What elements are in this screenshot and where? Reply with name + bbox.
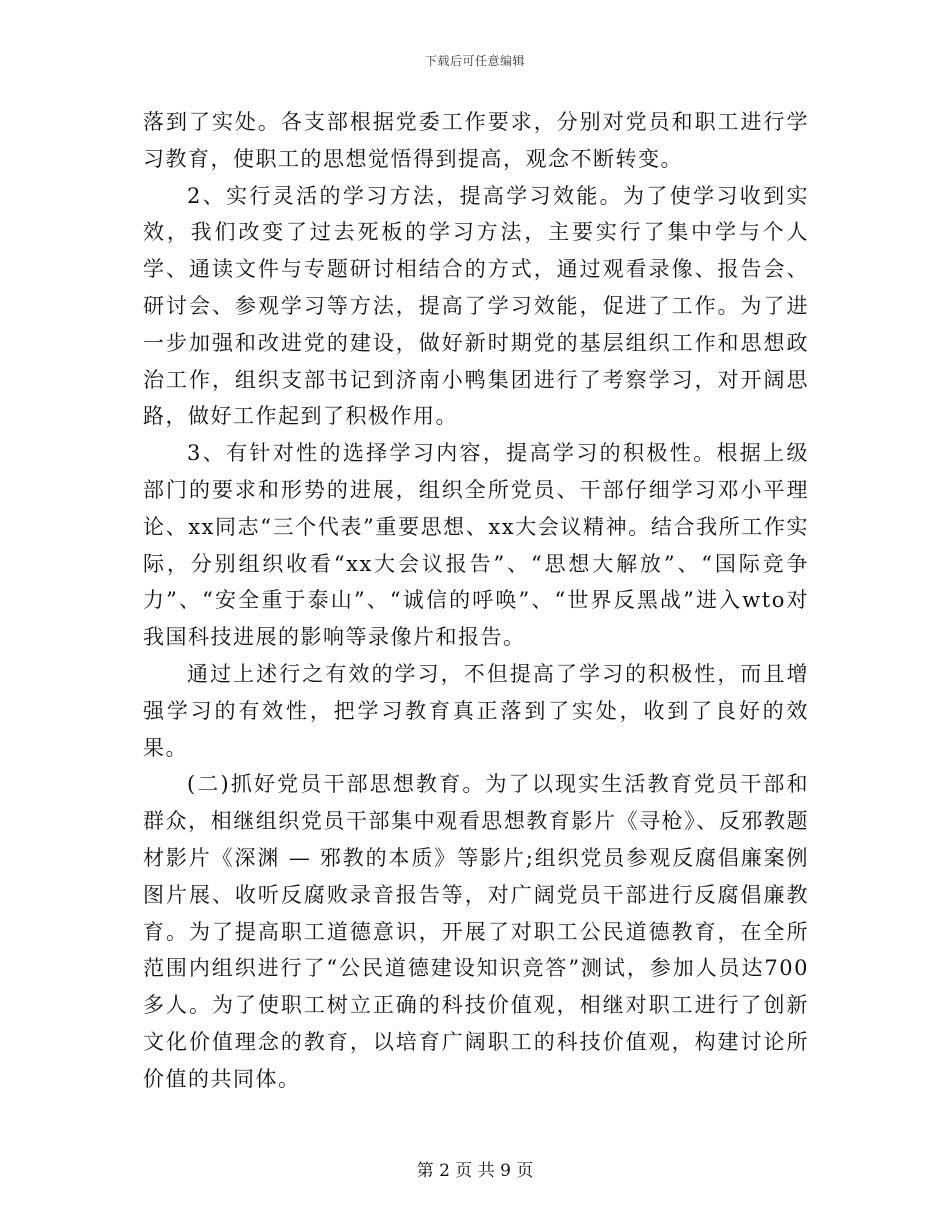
document-body [143, 104, 809, 1098]
paragraph-study-methods: 2、实行灵活的学习方法，提高学习效能。为了使学习收到实效，我们改变了过去死板的学习方法，主要实行了集中学与个人学、通读文件与专题研讨相结合的方式，通过观看录像、报告会、研讨会、参观学习等方法，提高了学习效能，促进了工作。为了进一步加强和改进党的建设，做好新时期党的基层组织工作和思想政治工作，组织支部书记到济南小鸭集团进行了考察学习，对开阔思路，做好工作起到了积极作用。 [143, 183, 809, 429]
page-number: 第 2 页 共 9 页 [416, 1161, 534, 1181]
page-footer [0, 1156, 950, 1181]
paragraph-ideological-education: (二)抓好党员干部思想教育。为了以现实生活教育党员干部和群众，相继组织党员干部集中观看思想教育影片《寻枪》、反邪教题材影片《深渊 — 邪教的本质》等影片;组织党员参观反腐倡廉案例图片展、收听反腐败录音报告等，对广阔党员干部进行反腐倡廉教育。为了提高职工道德意识，开展了对职工公民道德教育，在全所范围内组织进行了“公民道德建设知识竞答”测试，参加人员达700多人。为了使职工树立正确的科技价值观，相继对职工进行了创新文化价值理念的教育，以培育广阔职工的科技价值观，构建讨论所价值的共同体。 [143, 772, 809, 1091]
paragraph-study-content: 3、有针对性的选择学习内容，提高学习的积极性。根据上级部门的要求和形势的进展，组织全所党员、干部仔细学习邓小平理论、xx同志“三个代表”重要思想、xx大会议精神。结合我所工作实际，分别组织收看“xx大会议报告”、“思想大解放”、“国际竞争力”、“安全重于泰山”、“诚信的呼唤”、“世界反黑战”进入wto对我国科技进展的影响等录像片和报告。 [143, 441, 809, 650]
page-header: 下载后可任意编辑 [424, 54, 525, 68]
paragraph-study-summary: 通过上述行之有效的学习，不但提高了学习的积极性，而且增强学习的有效性，把学习教育真正落到了实处，收到了良好的效果。 [143, 661, 809, 760]
paragraph-continuation: 落到了实处。各支部根据党委工作要求，分别对党员和职工进行学习教育，使职工的思想觉悟得到提高，观念不断转变。 [143, 110, 809, 171]
